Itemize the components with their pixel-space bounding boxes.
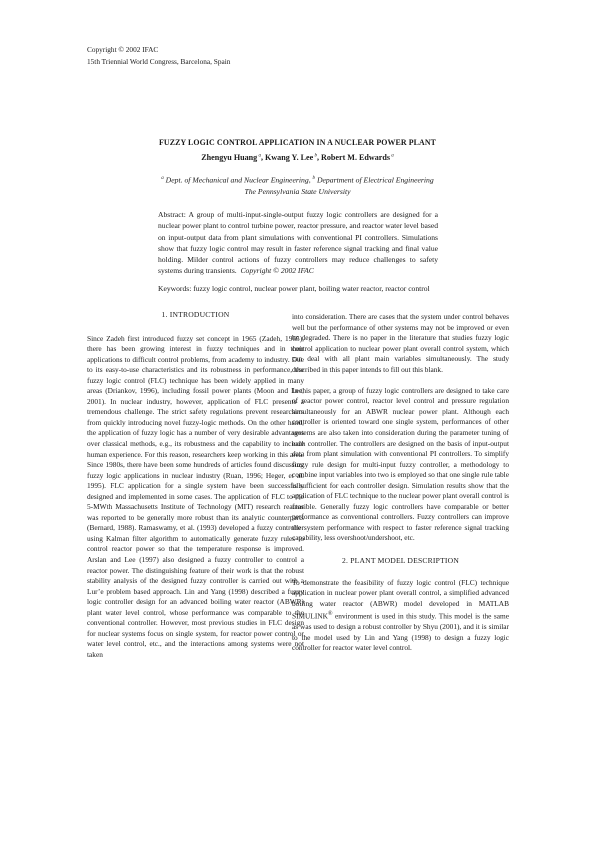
author-separator: , <box>260 153 266 162</box>
author-name: Robert M. Edwards <box>321 153 391 162</box>
abstract-copyright: Copyright © 2002 IFAC <box>240 266 314 276</box>
affiliation-mark: a <box>161 176 164 181</box>
right-column <box>292 312 509 654</box>
paragraph <box>292 578 509 654</box>
keywords: Keywords: fuzzy logic control, nuclear power plant, boiling water reactor, reactor control <box>158 284 430 293</box>
paragraph-text: To demonstrate the feasibility of fuzzy logic control (FLC) technique application in nuclear power plant overall control, a simplified advanced boiling water reactor (ABWR) model developed in MATLAB SIMULINK <box>292 577 509 621</box>
registered-mark: ® <box>327 611 333 618</box>
section-heading: 2. PLANT MODEL DESCRIPTION <box>342 555 459 565</box>
paragraph: In this paper, a group of fuzzy logic controllers are designed to take care of reactor power control, reactor level control and pressure regulation simultaneously for an ABWR nuclear power plant. Although each controller is oriented toward one single system, performances of other systems are also taken into consideration during the parameter tuning of each controller. The controllers are designed on the basis of input-output data from plant simulation with conventional PI controllers. To simplify fuzzy rule design for multi-input fuzzy controller, a methodology to combine input variables into two is employed so that one single rule table is sufficient for each controller design. Simulation results show that the application of FLC technique to the nuclear power plant overall control is feasible. Generally fuzzy logic controllers have comparable or better performance as conventional controllers. Fuzzy controllers can improve the system performance with respect to faster reference signal tracking capability, less overshoot/undershoot, etc. <box>292 385 509 543</box>
paragraph-text: environment is used in this study. This model is the same as was used to design a robust controller by Shyu (2001), and it is similar to the model used by Lin and Yang (1998) to design a fuzzy logic controller for reactor water level control. <box>292 611 509 653</box>
paper-title: FUZZY LOGIC CONTROL APPLICATION IN A NUCLEAR POWER PLANT <box>159 138 436 147</box>
affiliation-line <box>0 173 595 186</box>
section-heading: 1. INTRODUCTION <box>161 310 230 319</box>
abstract-text: Abstract: A group of multi-input-single-output fuzzy logic controllers are designed for a nuclear power plant to control turbine power, reactor pressure, and reactor water level based on input-output data from plant simulations with conventional PI controllers. Simulations show that fuzzy logic control may result in faster reference signal tracking and final value holding. Milder control actions of fuzzy controllers may reduce challenges to safety systems during transients. <box>158 210 438 276</box>
congress-line: 15th Triennial World Congress, Barcelona, Spain <box>87 56 231 66</box>
copyright-block <box>87 44 230 67</box>
abstract <box>158 209 438 277</box>
author-name: Zhengyu Huang <box>201 153 258 162</box>
author-affiliation-mark: b <box>314 153 317 159</box>
author-list <box>0 153 595 162</box>
affiliation-mark: b <box>312 176 316 181</box>
left-column <box>87 310 304 661</box>
affiliations <box>0 173 595 197</box>
affiliation-b: Department of Electrical Engineering <box>315 175 434 185</box>
author-name: Kwang Y. Lee <box>265 153 314 162</box>
copyright-line: Copyright © 2002 IFAC <box>87 45 159 54</box>
paragraph: into consideration. There are cases that the system under control behaves well but the performance of other systems may not be improved or even be degraded. There is no paper in the literature that studies fuzzy logic control application to nuclear power plant overall control system, which can deal with all plant main variables simultaneously. The study described in this paper intends to fill out this blank. <box>292 312 509 374</box>
author-separator: , <box>316 153 322 162</box>
paragraph: Since Zadeh first introduced fuzzy set concept in 1965 (Zadeh, 1965), there has been growing interest in fuzzy techniques and in their applications to difficult control problems, from academy to industry. Due to its easy-to-use characteristics and its robustness in performance, the fuzzy logic control (FLC) technique has been widely applied in many areas (Driankov, 1996), including fossil power plants (Moon and Lee, 2001). In nuclear industry, however, application of FLC presents a tremendous challenge. The strict safety regulations prevent researchers from quickly introducing novel fuzzy-logic methods. On the other hand, the application of fuzzy logic has a number of very desirable advantages over classical methods, e.g., its robustness and the capability to include human experience. For this reason, researchers keep working in this area. Since 1980s, there have been some hundreds of articles found discussing fuzzy logic applications in nuclear industry (Ruan, 1996; Heger, et al. 1995). FLC application for a single system have been successfully designed and implemented in some cases. The application of FLC to the 5-MWth Massachusetts Institute of Technology (MIT) research reactor was reported to be generally more robust than its analytic counterparts (Bernard, 1988). Ramaswamy, et al. (1993) developed a fuzzy controller using Kalman filter algorithm to automatically generate fuzzy rules to control reactor power so that the temperature response is improved. Arslan and Lee (1997) also designed a fuzzy controller to control a reactor power. The distinguishing feature of their work is that the robust stability analysis of the designed fuzzy controller is carried out with a Lur’e problem based approach. Lin and Yang (1998) described a fuzzy logic controller design for an advanced boiling water reactor (ABWR) plant water level control, whose performance was comparable to the conventional controller. However, most previous studies in FLC design for nuclear systems focus on single system, for reactor power control or water level control, etc., and the interactions among systems were not taken <box>87 333 304 659</box>
author-affiliation-mark: a <box>258 153 261 159</box>
university: The Pennsylvania State University <box>244 186 351 196</box>
affiliation-a: Dept. of Mechanical and Nuclear Engineering, <box>163 175 313 185</box>
author-affiliation-mark: a <box>391 153 394 159</box>
